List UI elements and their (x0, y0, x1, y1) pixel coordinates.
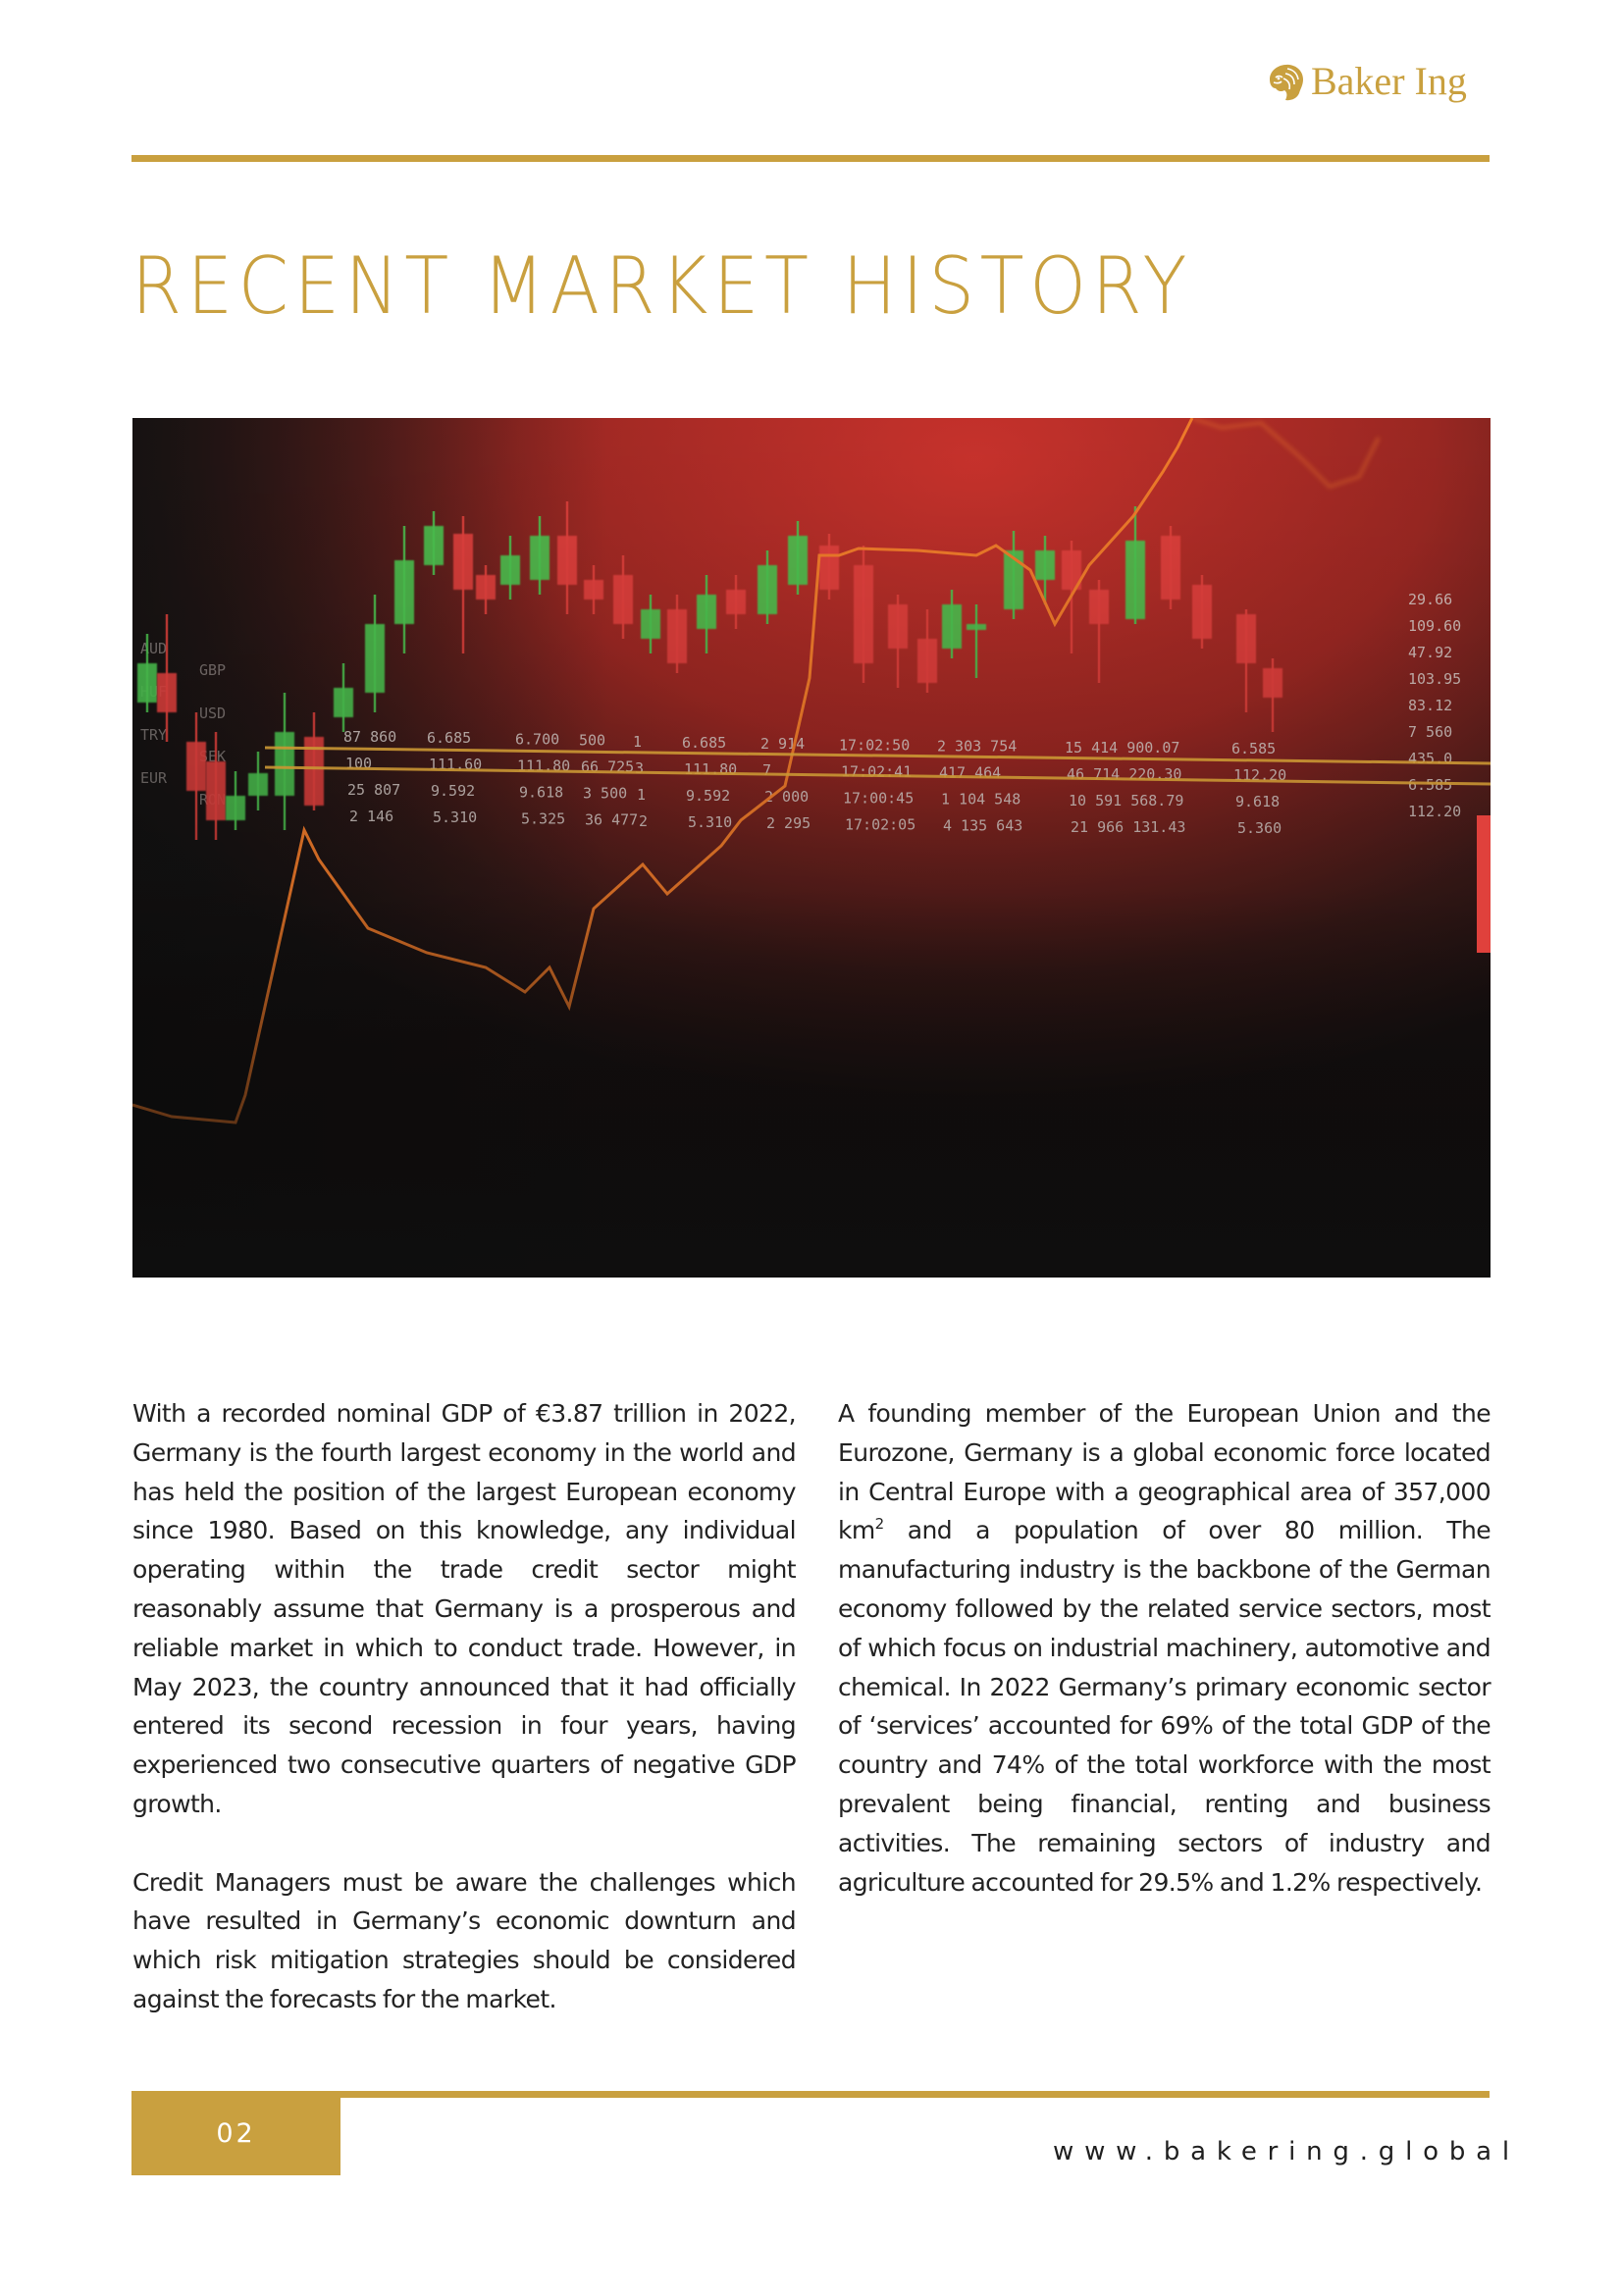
superscript: 2 (874, 1515, 884, 1534)
body-paragraph: With a recorded nominal GDP of €3.87 trillion in 2022, Germany is the fourth largest economy in the world and has held the position of the largest European economy since 1980. Based on this knowledge, any individual operating within the trade credit sector might reasonably assume that Germany is a prosperous and reliable market in which to conduct trade. However, in May 2023, the country announced that it had officially entered its second recession in four years, having experienced two consecutive quarters of negative GDP growth. (132, 1399, 796, 1818)
header-divider (131, 155, 1490, 162)
brand-logo (1264, 57, 1467, 106)
body-left-column (132, 1394, 796, 2059)
page-title: RECENT MARKET HISTORY (131, 240, 1193, 332)
body-text: and a population of over 80 million. The manufacturing industry is the backbone of the German economy followed by the related service sectors, most of which focus on industrial machinery, automotive and chemical. In 2022 Germany’s primary economic sector of ‘services’ accounted for 69% of the total GDP of the country and 74% of the total workforce with the most prevalent being financial, renting and business activities. The remaining sectors of industry and agriculture accounted for 29.5% and 1.2% respectively. (838, 1516, 1491, 1897)
body-paragraph: Credit Managers must be aware the challenges which have resulted in Germany’s economic downturn and which risk mitigation strategies should be considered against the forecasts for the market. (132, 1867, 796, 2013)
body-text: A founding member of the European Union and the Eurozone, Germany is a global economic force located in Central Europe with a geographical area of 357,000 km (838, 1399, 1491, 1545)
hero-image (132, 418, 1491, 1278)
page-number-box (131, 2091, 340, 2175)
lion-head-icon (1264, 60, 1307, 103)
brand-name: Baker Ing (1311, 59, 1467, 103)
website-url[interactable]: www.bakering.global (1053, 2137, 1520, 2166)
page-number: 02 (216, 2117, 256, 2149)
edge-candle (1477, 815, 1491, 953)
body-right-column (838, 1394, 1491, 1941)
body-paragraph (838, 1394, 1491, 1902)
